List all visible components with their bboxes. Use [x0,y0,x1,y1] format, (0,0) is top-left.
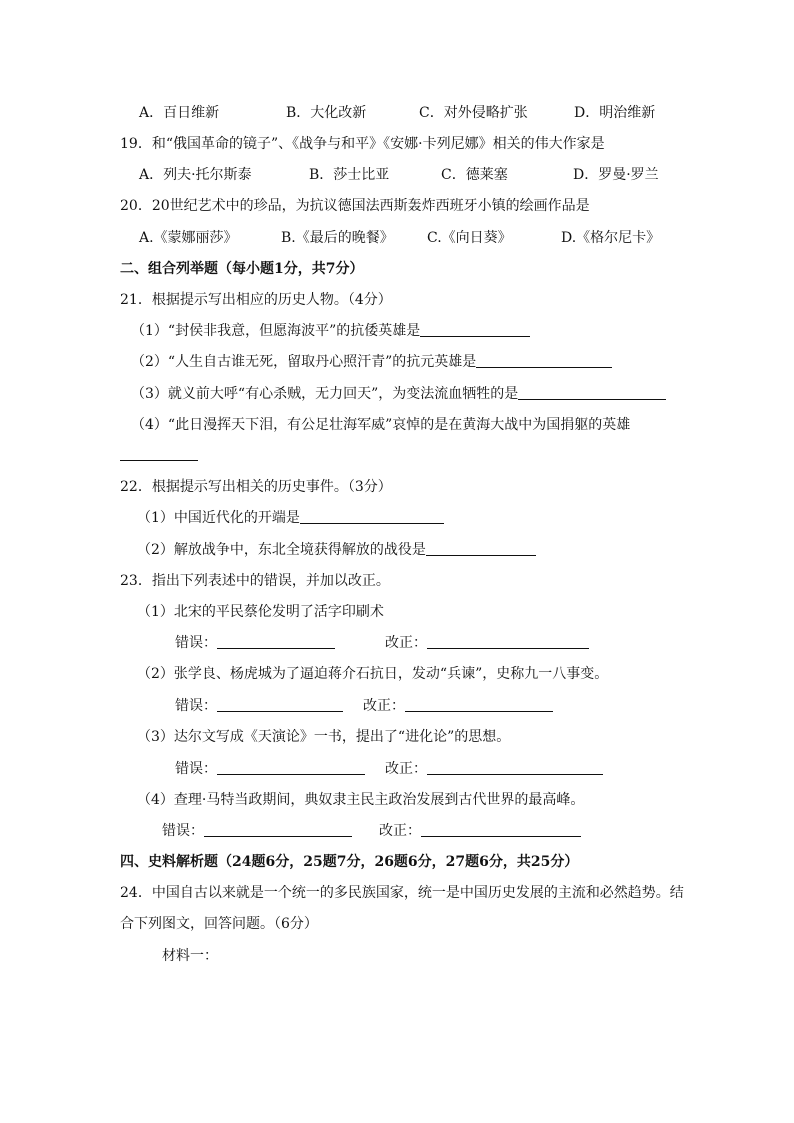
error-label: 错误： [162,823,204,839]
q21-item-4-blank-line [120,446,198,464]
section-2-heading: 二、组合列举题（每小题1分，共7分） [120,261,364,277]
q22-item-1 [137,509,444,527]
q21-item-4: （4）“此日漫挥天下泪，有公足壮海军威”哀悼的是在黄海大战中为国捐躯的英雄 [131,417,631,433]
answer-blank[interactable] [476,353,612,368]
q20-stem: 20．20世纪艺术中的珍品，为抗议德国法西斯轰炸西班牙小镇的绘画作品是 [120,198,590,214]
q21-stem: 21．根据提示写出相应的历史人物。（4分） [120,292,392,308]
q19-option-c: C．德莱塞 [441,167,508,183]
q23-item-1-answers [175,634,335,652]
q23-item-1-fix [385,634,589,652]
answer-blank[interactable] [420,322,530,337]
fix-blank[interactable] [421,822,581,837]
error-blank[interactable] [217,760,365,775]
q21-item-2 [131,353,612,371]
fix-label: 改正： [385,635,427,651]
section-4-heading: 四、史料解析题（24题6分，25题7分，26题6分，27题6分，共25分） [120,854,579,870]
fix-label: 改正： [379,823,421,839]
fix-label: 改正： [363,698,405,714]
q21-item-3-text: （3）就义前大呼“有心杀贼，无力回天”，为变法流血牺牲的是 [131,386,519,402]
q21-item-3 [131,385,666,403]
q19-options [0,166,794,184]
fix-blank[interactable] [427,760,603,775]
error-label: 错误： [175,761,217,777]
q18-option-d: D．明治维新 [574,105,656,121]
q20-options [0,229,794,247]
q19-option-b: B．莎士比亚 [309,167,390,183]
q23-item-2-answers [175,697,343,715]
q21-item-1 [131,322,530,340]
q23-item-2: （2）张学良、杨虎城为了逼迫蒋介石抗日，发动“兵谏”，史称九一八事变。 [137,666,609,682]
error-blank[interactable] [217,634,335,649]
q18-option-a: A．百日维新 [139,105,220,121]
q19-stem: 19．和“俄国革命的镜子”、《战争与和平》《安娜·卡列尼娜》相关的伟大作家是 [120,136,605,152]
answer-blank[interactable] [300,509,444,524]
q23-item-4: （4）查理·马特当政期间，典奴隶主民主政治发展到古代世界的最高峰。 [137,792,585,808]
error-label: 错误： [175,698,217,714]
error-blank[interactable] [217,697,343,712]
answer-blank[interactable] [426,541,536,556]
q24-material-label: 材料一： [162,948,218,964]
q23-stem: 23．指出下列表述中的错误，并加以改正。 [120,573,390,589]
q20-option-c: C.《向日葵》 [427,230,512,246]
q23-item-2-fix [363,697,553,715]
q18-options [0,104,794,122]
answer-blank[interactable] [120,446,198,461]
q19-option-d: D．罗曼·罗兰 [573,167,659,183]
q21-item-1-text: （1）“封侯非我意，但愿海波平”的抗倭英雄是 [131,323,421,339]
q22-item-2-text: （2）解放战争中，东北全境获得解放的战役是 [137,542,426,558]
q22-item-1-text: （1）中国近代化的开端是 [137,510,300,526]
q19-option-a: A．列夫·托尔斯泰 [139,167,252,183]
fix-blank[interactable] [427,634,589,649]
q20-option-d: D.《格尔尼卡》 [561,230,661,246]
q23-item-3-fix [385,760,603,778]
error-label: 错误： [175,635,217,651]
q20-option-b: B.《最后的晚餐》 [281,230,394,246]
q18-option-c: C．对外侵略扩张 [419,105,528,121]
q18-option-b: B．大化改新 [286,105,367,121]
q20-option-a: A.《蒙娜丽莎》 [139,230,238,246]
error-blank[interactable] [204,822,352,837]
q24-stem-line-1: 24．中国自古以来就是一个统一的多民族国家，统一是中国历史发展的主流和必然趋势。结 [120,885,684,901]
q23-item-1: （1）北宋的平民蔡伦发明了活字印刷术 [137,604,384,620]
fix-label: 改正： [385,761,427,777]
q23-item-4-answers [162,822,352,840]
fix-blank[interactable] [405,697,553,712]
q23-item-4-fix [379,822,581,840]
q22-stem: 22．根据提示写出相关的历史事件。（3分） [120,479,392,495]
q23-item-3-answers [175,760,365,778]
q22-item-2 [137,541,536,559]
answer-blank[interactable] [518,385,666,400]
q24-stem-line-2: 合下列图文，回答问题。（6分） [120,916,318,932]
q23-item-3: （3）达尔文写成《天演论》一书，提出了“进化论”的思想。 [137,729,511,745]
q21-item-2-text: （2）“人生自古谁无死，留取丹心照汗青”的抗元英雄是 [131,354,477,370]
